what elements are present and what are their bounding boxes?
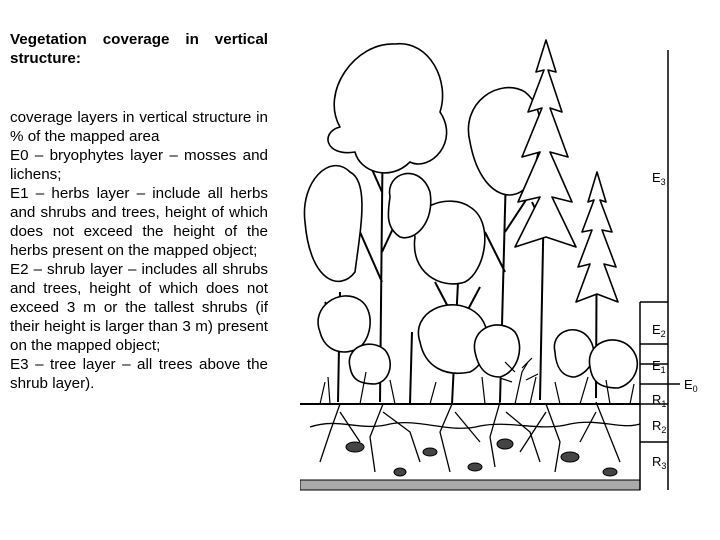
shrub-crown-5 <box>589 340 637 388</box>
layer-e2-text: E2 – shrub layer – includes all shrubs and trees, height of which does not exceed 3 m or the tallest shrubs (if their height is larger than 3 m) present on the mapped object; <box>10 261 268 354</box>
shrub-crown-4 <box>554 330 593 377</box>
shrub-crown-1 <box>318 296 370 352</box>
layer-label-e3: $E_3$ <box>652 170 666 187</box>
layer-label-r1: $R_1$ <box>652 392 667 409</box>
layer-label-e0: $E_0$ <box>684 377 698 394</box>
intro-text: coverage layers in vertical structure in % of the mapped area <box>10 109 268 145</box>
shrub-crown-6 <box>349 344 390 384</box>
vegetation-diagram <box>300 32 710 492</box>
layer-label-e2: $E_2$ <box>652 322 666 339</box>
soil-profile <box>300 402 640 490</box>
layer-e0-text: E0 – bryophytes layer – mosses and lichens; <box>10 147 268 183</box>
layer-e3-text: E3 – tree layer – all trees above the shrub layer). <box>10 356 268 392</box>
tall-tree-crown <box>328 44 447 173</box>
layer-e1-text: E1 – herbs layer – include all herbs and shrubs and trees, height of which does not exceed the height of the herbs present on the mapped object; <box>10 185 268 259</box>
slide-title: Vegetation coverage in vertical structure: <box>10 31 268 67</box>
layer-label-e1: $E_1$ <box>652 358 666 375</box>
layer-label-r3: $R_3$ <box>652 454 667 471</box>
left-tree-crown <box>304 166 362 282</box>
small-spruce-crown <box>576 172 618 302</box>
layer-label-r2: $R_2$ <box>652 418 667 435</box>
vegetation-illustration <box>300 32 710 492</box>
text-column <box>10 30 268 393</box>
